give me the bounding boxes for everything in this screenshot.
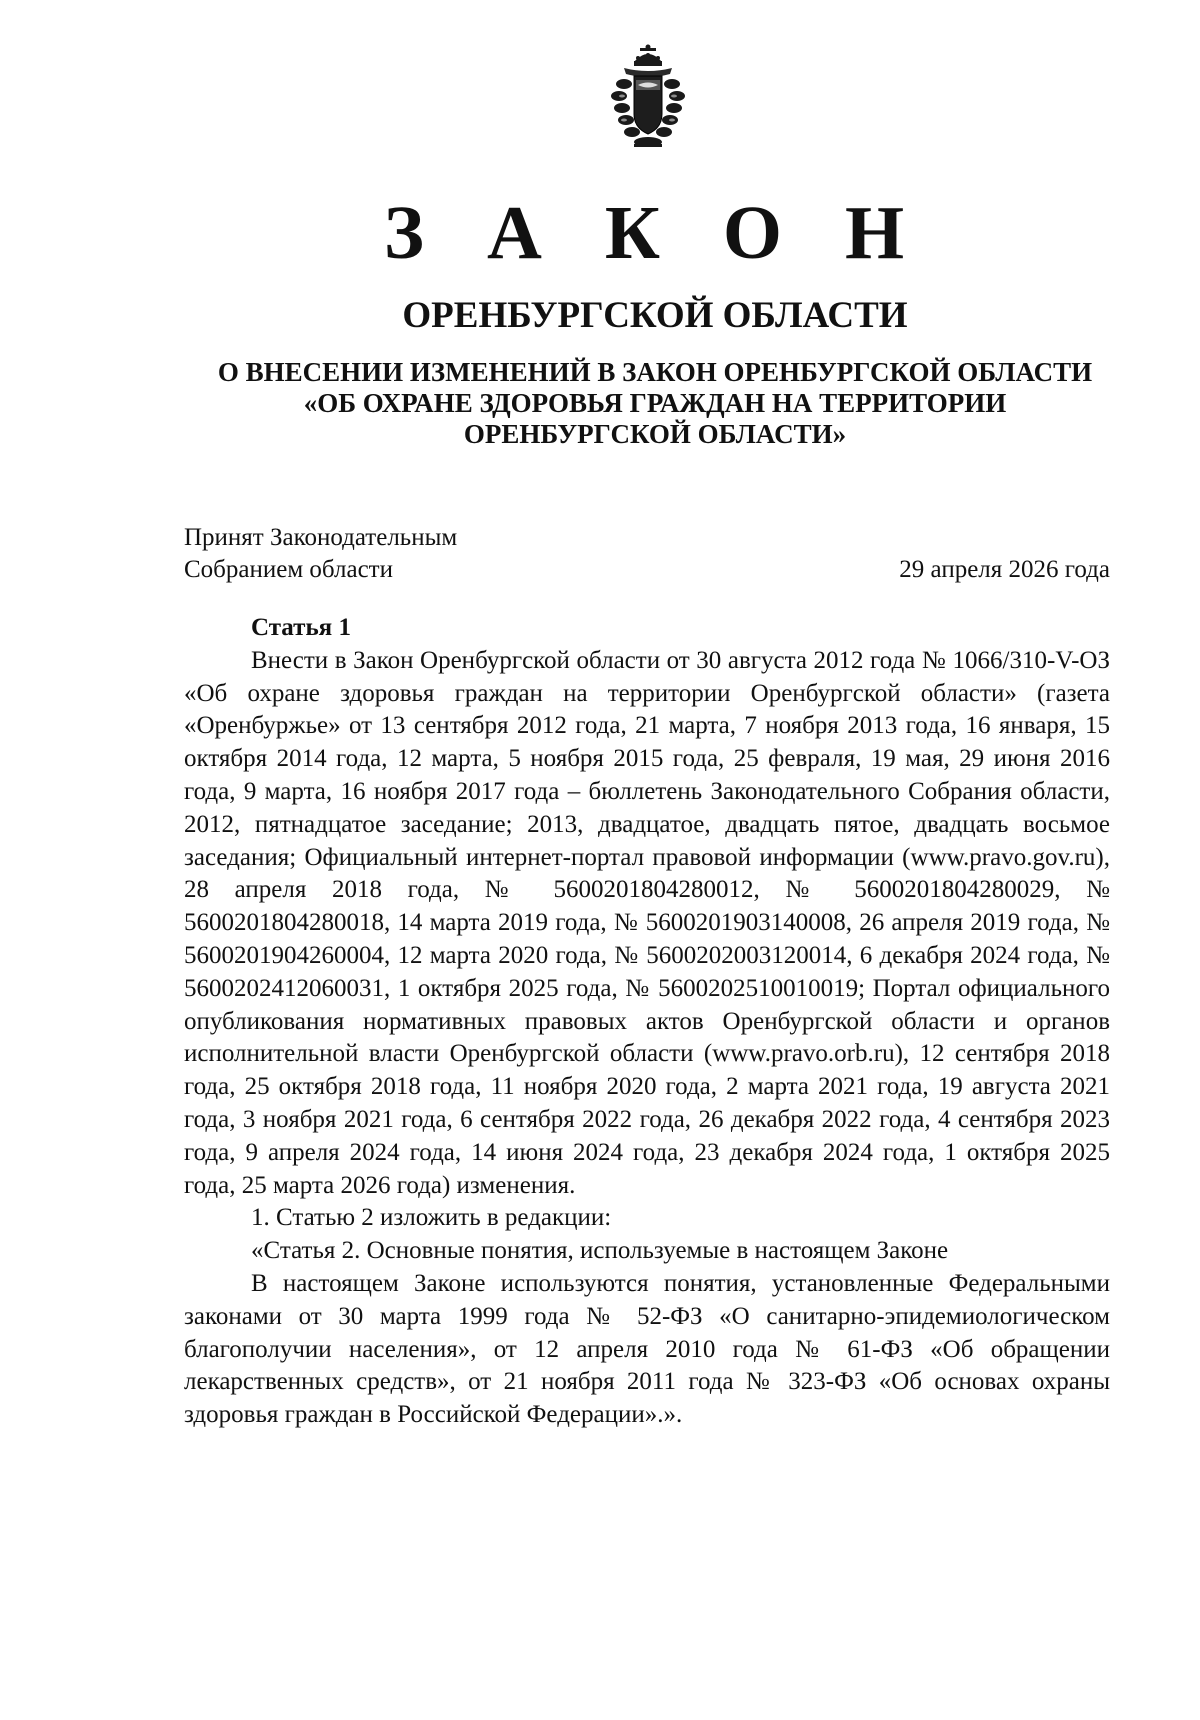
article-body	[184, 612, 1110, 1432]
article-paragraph: 1. Статью 2 изложить в редакции:	[251, 1204, 612, 1232]
adoption-line: Собранием области	[184, 556, 393, 583]
law-title: З А К О Н	[383, 191, 927, 275]
adoption-date: 29 апреля 2026 года	[899, 556, 1110, 583]
law-heading-line: «ОБ ОХРАНЕ ЗДОРОВЬЯ ГРАЖДАН НА ТЕРРИТОРИИ	[303, 388, 1007, 418]
law-heading-line: О ВНЕСЕНИИ ИЗМЕНЕНИЙ В ЗАКОН ОРЕНБУРГСКОЙ ОБЛАСТИ	[217, 357, 1093, 387]
region-subtitle: ОРЕНБУРГСКОЙ ОБЛАСТИ	[402, 295, 908, 336]
article-title: Статья 1	[251, 614, 351, 641]
law-heading	[170, 357, 1140, 450]
orenburg-coat-of-arms-icon	[604, 44, 692, 154]
article-paragraph: Внести в Закон Оренбургской области от 30 августа 2012 года № 1066/310-V-ОЗ «Об охране здоровья граждан на территории Оренбургской области» (газета «Оренбуржье» от 13 сентября 2012 года, 21 марта, 7 ноября 2013 года, 16 января, 15 октября 2014 года, 12 марта, 5 ноября 2015 года, 25 февраля, 19 мая, 29 июня 2016 года, 9 марта, 16 ноября 2017 года – бюллетень Законодательного Собрания области, 2012, пятнадцатое заседание; 2013, двадцатое, двадцать пятое, двадцать восьмое заседания; Официальный интернет-портал правовой информации (www.pravo.gov.ru), 28 апреля 2018 года, № 5600201804280012, № 5600201804280029, № 5600201804280018, 14 марта 2019 года, № 5600201903140008, 26 апреля 2019 года, № 5600201904260004, 12 марта 2020 года, № 5600202003120014, 6 декабря 2024 года, № 5600202412060031, 1 октября 2025 года, № 5600202510010019; Портал официального опубликования нормативных правовых актов Оренбургской области и органов исполнительной власти Оренбургской области (www.pravo.orb.ru), 12 сентября 2018 года, 25 октября 2018 года, 11 ноября 2020 года, 2 марта 2021 года, 19 августа 2021 года, 3 ноября 2021 года, 6 сентября 2022 года, 26 декабря 2022 года, 4 сентября 2023 года, 9 апреля 2024 года, 14 июня 2024 года, 23 декабря 2024 года, 1 октября 2025 года, 25 марта 2026 года) изменения.	[184, 646, 1110, 1199]
law-heading-line: ОРЕНБУРГСКОЙ ОБЛАСТИ»	[463, 419, 847, 449]
article-paragraph: В настоящем Законе используются понятия, установленные Федеральными законами от 30 марта 1999 года № 52-ФЗ «О санитарно-эпидемиологическом благополучии населения», от 12 апреля 2010 года № 61-ФЗ «Об обращении лекарственных средств», от 21 ноября 2011 года № 323-ФЗ «Об основах охраны здоровья граждан в Российской Федерации».».	[184, 1269, 1110, 1429]
adoption-line: Принят Законодательным	[184, 524, 458, 551]
article-paragraph: «Статья 2. Основные понятия, используемые в настоящем Законе	[251, 1237, 949, 1265]
adoption-note	[184, 522, 457, 586]
